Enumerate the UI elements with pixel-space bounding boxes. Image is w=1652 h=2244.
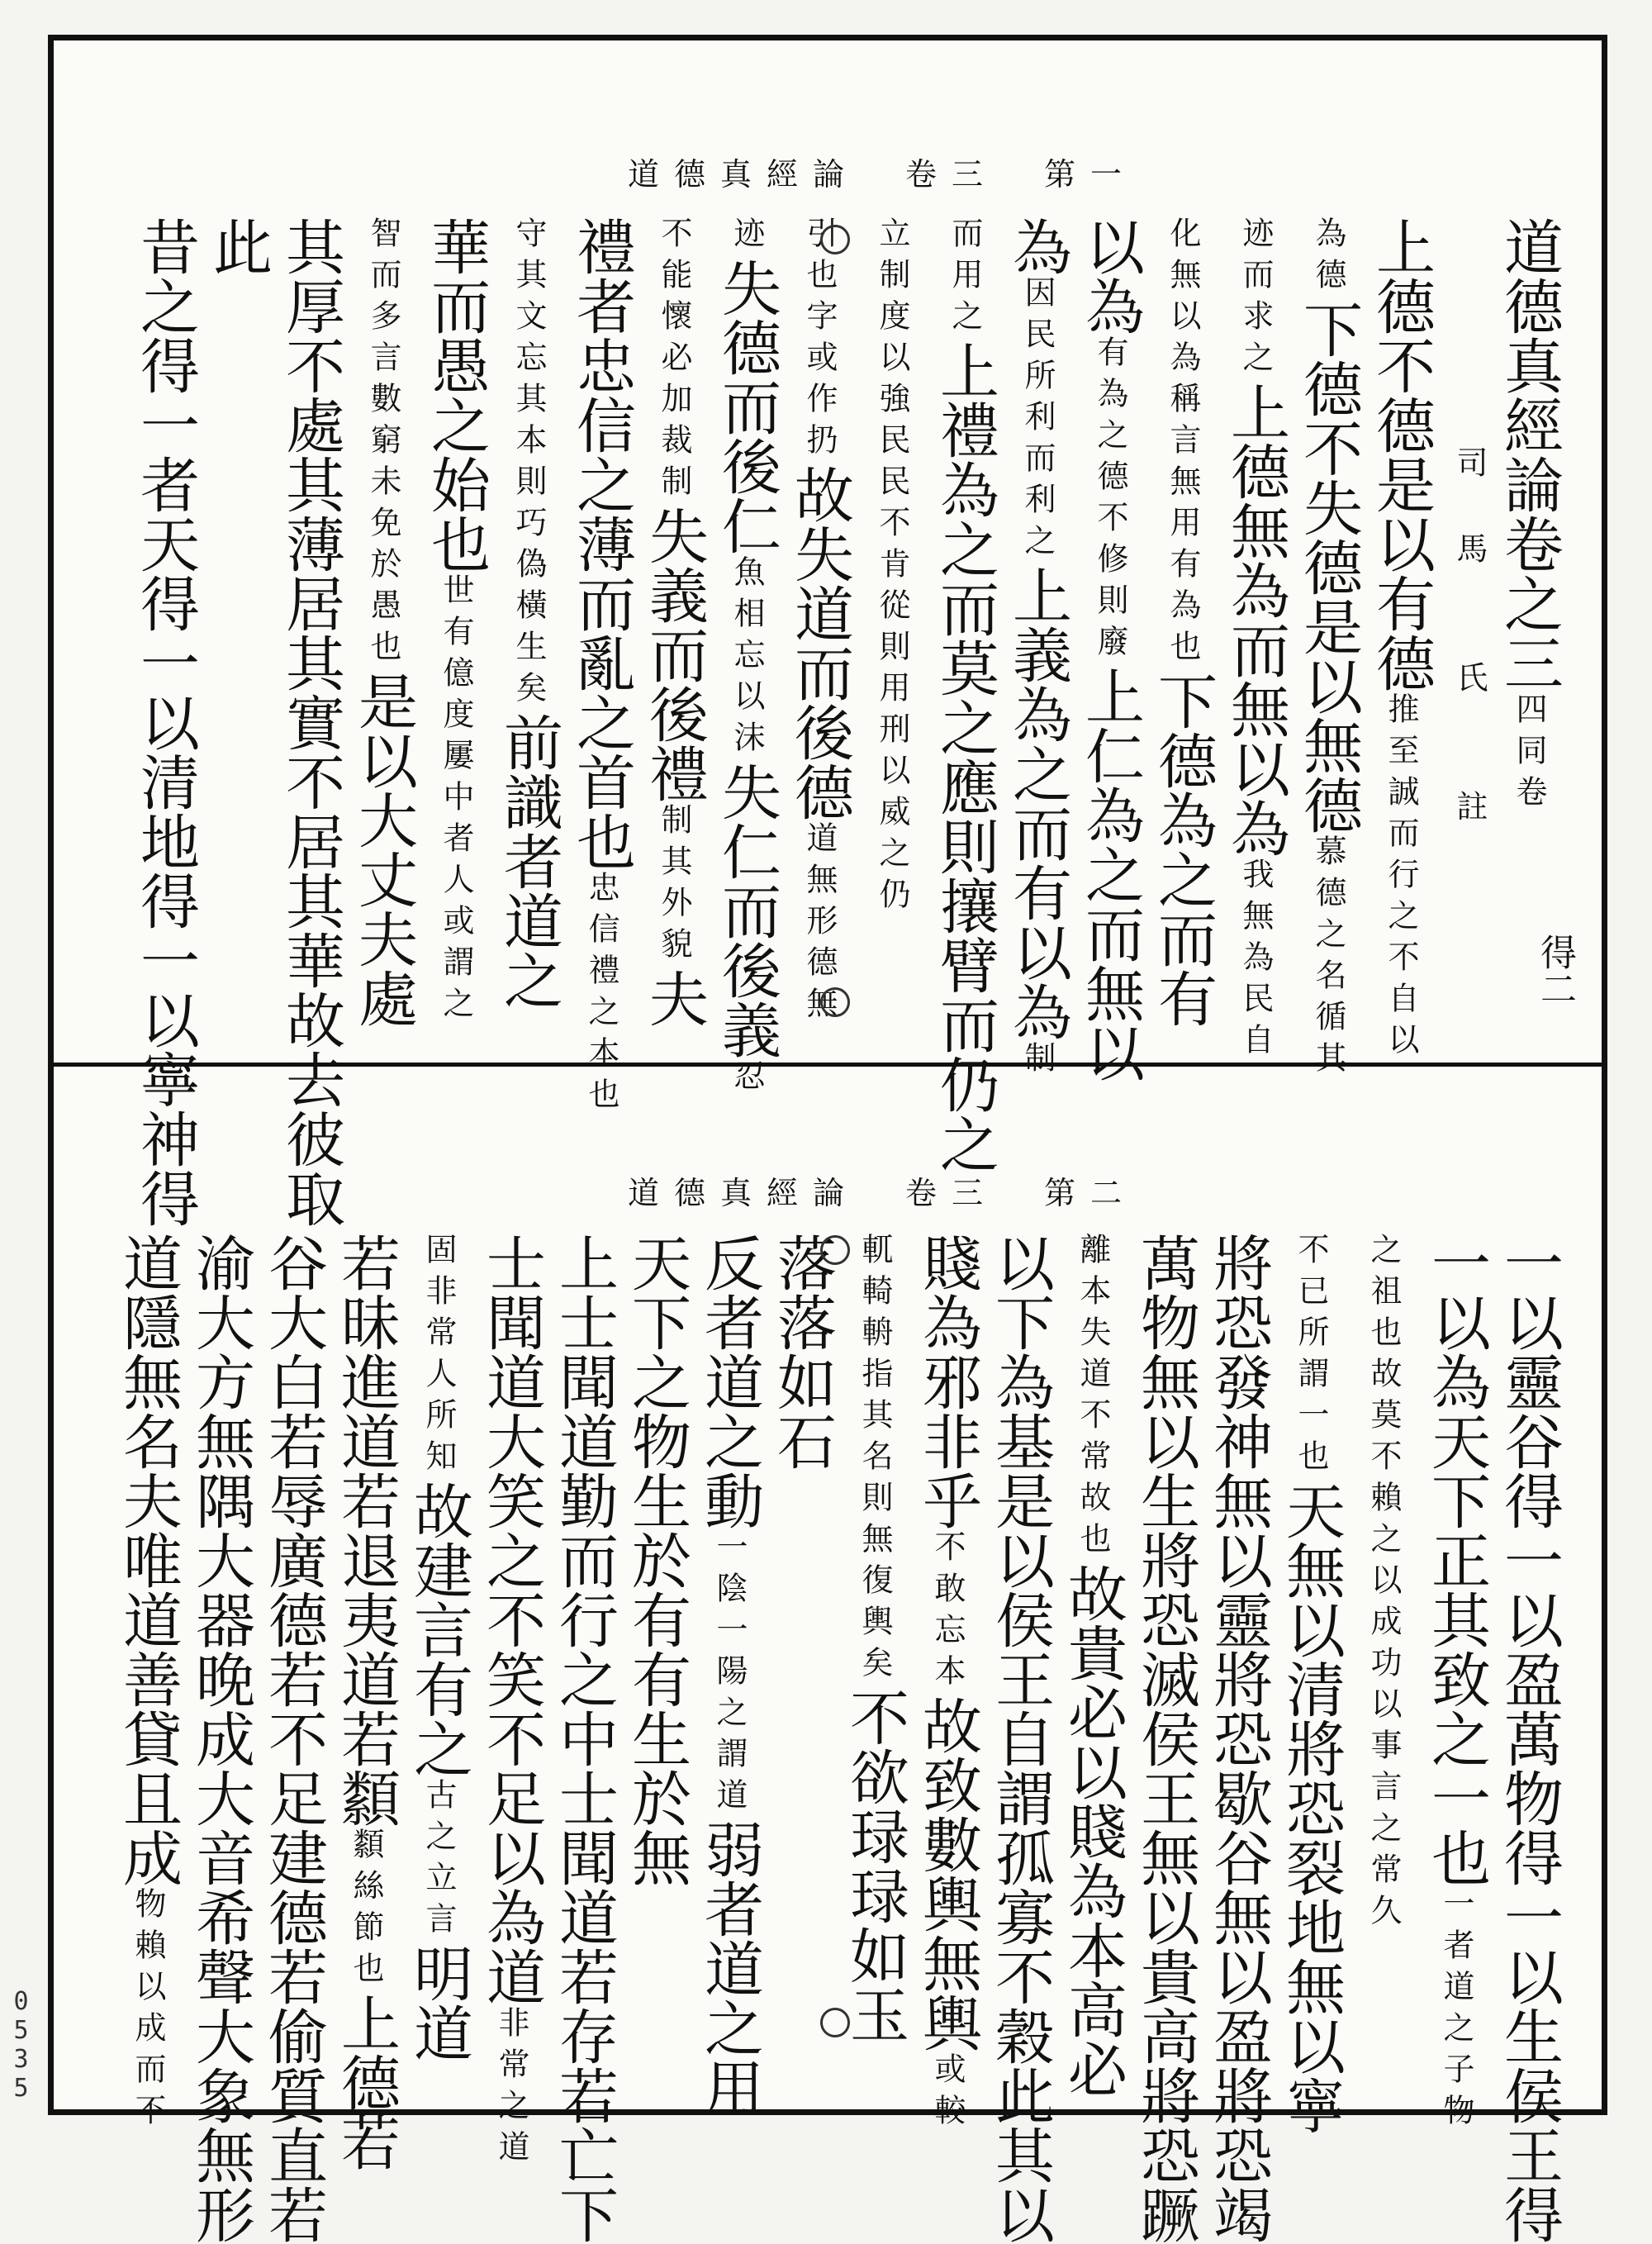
commentary-text: 一者道之子物 — [1438, 1887, 1474, 2135]
main-text: 若昧進道若退夷道若纇 — [331, 1233, 401, 1828]
main-text: 故失道而後德 — [785, 464, 854, 821]
main-text: 上德無為而無以為 — [1221, 382, 1290, 858]
main-text: 上仁為之而無以 — [1075, 666, 1145, 1082]
text-column — [1148, 216, 1218, 1028]
text-column — [1058, 1233, 1127, 2099]
main-text: 失德而後仁 — [712, 258, 781, 555]
volume-title: 道德真經論卷之三四同卷 — [1494, 216, 1564, 816]
main-text: 上義為之而有以為 — [1003, 565, 1072, 1041]
commentary-text: 智而多言數窮未免於愚也 — [365, 216, 401, 671]
punctuation-circle — [820, 1235, 850, 1265]
text-column — [1003, 216, 1072, 1082]
main-text: 上禮為之而莫之應則攘臂而仍之 — [930, 340, 999, 1173]
main-text: 以為 — [1075, 216, 1145, 335]
main-text: 其厚不處其薄居其實不居其華故去彼取 — [276, 216, 345, 1228]
commentary-text: 不已所謂一也 — [1293, 1233, 1329, 1481]
main-text: 萬物無以生將恐滅侯王無以貴高將恐蹶 — [1131, 1233, 1200, 2244]
main-text: 落落如石 — [767, 1233, 837, 1471]
text-column — [862, 216, 922, 919]
main-text: 夫 — [639, 968, 709, 1028]
main-text: 昔之得一者天得一以清地得一以寧神得 — [131, 216, 200, 1228]
text-column — [1354, 1233, 1413, 1935]
commentary-text: 迹 — [729, 216, 765, 258]
commentary-text: 化無以為稱言無用有為也 — [1165, 216, 1201, 671]
main-text: 禮者忠信之薄而亂之首也 — [567, 216, 636, 871]
main-text: 反者道之動 — [695, 1233, 764, 1530]
commentary-text: 我無為民自 — [1237, 858, 1274, 1064]
main-text: 道隱無名夫唯道善貸且成 — [113, 1233, 183, 1887]
commentary-text: 一陰一陽之謂道 — [711, 1530, 748, 1819]
main-text: 前識者道之 — [494, 712, 563, 1010]
commentary-text: 古之立言 — [420, 1778, 457, 1943]
main-text: 失仁而後義 — [712, 762, 781, 1059]
page-number: 0535 — [7, 1987, 36, 2103]
text-column — [203, 216, 273, 276]
main-text: 此 — [203, 216, 273, 276]
top-running-header: 道德真經論 卷三 第一 — [628, 156, 1137, 193]
text-column — [1131, 1233, 1200, 2244]
main-text: 明道 — [404, 1943, 473, 2062]
main-text: 失義而後禮 — [639, 506, 709, 803]
text-column — [549, 1233, 619, 2244]
text-column — [259, 1233, 328, 2244]
commentary-text: 忠信禮之本也 — [583, 871, 620, 1119]
text-column — [331, 1233, 401, 2171]
main-text: 渝大方無隅大器晚成大音希聲大象無形 — [186, 1233, 255, 2244]
commentary-text: 推至誠而行之不自以 — [1383, 692, 1419, 1064]
text-column — [113, 1233, 183, 2135]
main-text: 弱者道之用 — [695, 1819, 764, 2117]
main-text: 賤為邪非乎 — [913, 1233, 982, 1530]
commentary-text: 軏輢輈指其名則無復輿矣 — [857, 1233, 893, 1687]
text-column — [567, 216, 636, 1119]
main-text: 為 — [1003, 216, 1072, 276]
commentary-text: 不敢忘本 — [929, 1530, 966, 1695]
main-text: 華而愚之始也 — [421, 216, 491, 573]
text-column — [404, 1233, 473, 2062]
main-text: 是以大丈夫處 — [349, 671, 418, 1028]
commentary-text: 物賴以成而不 — [130, 1887, 166, 2135]
commentary-text: 忍 — [729, 1059, 765, 1101]
punctuation-circle — [820, 225, 850, 254]
commentary-text: 魚相忘以沫 — [729, 555, 765, 762]
main-text: 一以靈谷得一以盈萬物得一以生侯王得 — [1494, 1233, 1564, 2244]
text-column — [785, 216, 854, 1028]
commentary-text: 為德 — [1310, 216, 1346, 299]
text-column — [712, 216, 781, 1101]
text-column — [494, 216, 563, 1010]
commentary-text: 纇絲節也 — [348, 1828, 384, 1993]
commentary-text: 引也字或作扔 — [801, 216, 838, 464]
main-text: 將恐發神無以靈將恐歇谷無以盈將恐竭 — [1203, 1233, 1273, 2244]
commentary-text: 迹而求之 — [1237, 216, 1274, 382]
text-column — [1294, 216, 1363, 1082]
main-text: 天無以清將恐裂地無以寧 — [1276, 1481, 1346, 2135]
commentary-text: 制其外貌 — [656, 803, 692, 968]
commentary-text: 立制度以強民民不肯從則用刑以威之仍 — [874, 216, 910, 919]
commentary-text: 不能懷必加裁制 — [656, 216, 692, 506]
text-column — [639, 216, 709, 1028]
text-column — [1203, 1233, 1273, 2244]
commentary-text: 守其文忘其本則巧偽橫生矣 — [510, 216, 547, 712]
main-text: 下德為之而有 — [1148, 671, 1218, 1028]
commentary-text: 制 — [1019, 1041, 1056, 1082]
main-text: 下德不失德是以無德 — [1294, 299, 1363, 834]
text-column — [421, 216, 491, 1028]
main-text: 谷大白若辱廣德若不足建德若偷質直若 — [259, 1233, 328, 2244]
main-text: 故貴必以賤為本高必 — [1058, 1563, 1127, 2099]
text-column — [767, 1233, 837, 1471]
corner-mark: 得二 — [1534, 934, 1576, 1006]
punctuation-circle — [820, 987, 850, 1017]
main-text: 士聞道大笑之不笑不足以為道 — [477, 1233, 546, 2006]
commentary-text: 離本失道不常故也 — [1075, 1233, 1111, 1563]
author-line: 司 馬 氏 註 — [1451, 446, 1488, 833]
text-column — [186, 1233, 255, 2244]
main-text: 不欲琭琭如玉 — [840, 1687, 909, 2044]
text-column — [1366, 216, 1436, 1064]
main-text: 以下為基是以侯王自謂孤寡不穀此其以 — [985, 1233, 1055, 2244]
punctuation-circle — [820, 2008, 850, 2037]
text-column — [622, 1233, 691, 1887]
main-text: 上德若 — [331, 1993, 401, 2171]
text-column — [276, 216, 345, 1228]
text-column — [1075, 216, 1145, 1082]
commentary-text: 或較 — [929, 2052, 966, 2135]
text-column — [840, 1233, 909, 2044]
commentary-text: 因民所利而利之 — [1019, 276, 1056, 565]
text-column — [1276, 1233, 1346, 2135]
text-column — [985, 1233, 1055, 2244]
text-column — [131, 216, 200, 1228]
text-column — [349, 216, 418, 1028]
text-column — [913, 1233, 982, 2135]
text-column — [1422, 1233, 1491, 2135]
commentary-text: 有為之德不修則廢 — [1092, 335, 1128, 666]
main-text: 一以為天下正其致之一也 — [1422, 1233, 1491, 1887]
main-text: 上德不德是以有德 — [1366, 216, 1436, 692]
text-column — [1494, 1233, 1564, 2244]
text-column — [1221, 216, 1290, 1064]
main-text: 故致數輿無輿 — [913, 1695, 982, 2052]
text-column — [477, 1233, 546, 2171]
commentary-text: 之祖也故莫不賴之以成功以事言之常久 — [1365, 1233, 1402, 1935]
commentary-text: 非常之道 — [493, 2006, 529, 2171]
commentary-text: 世有億度屢中者人或謂之 — [438, 573, 474, 1028]
commentary-text: 而用之 — [947, 216, 983, 340]
bottom-running-header: 道德真經論 卷三 第二 — [628, 1175, 1137, 1211]
main-text: 故建言有之 — [404, 1481, 473, 1778]
main-text: 天下之物生於有有生於無 — [622, 1233, 691, 1887]
commentary-text: 道無形德無 — [801, 821, 838, 1028]
commentary-text: 固非常人所知 — [420, 1233, 457, 1481]
text-column — [930, 216, 999, 1173]
main-text: 上士聞道勤而行之中士聞道若存若亡下 — [549, 1233, 619, 2244]
commentary-text: 慕德之名循其 — [1310, 834, 1346, 1082]
text-column — [695, 1233, 764, 2117]
